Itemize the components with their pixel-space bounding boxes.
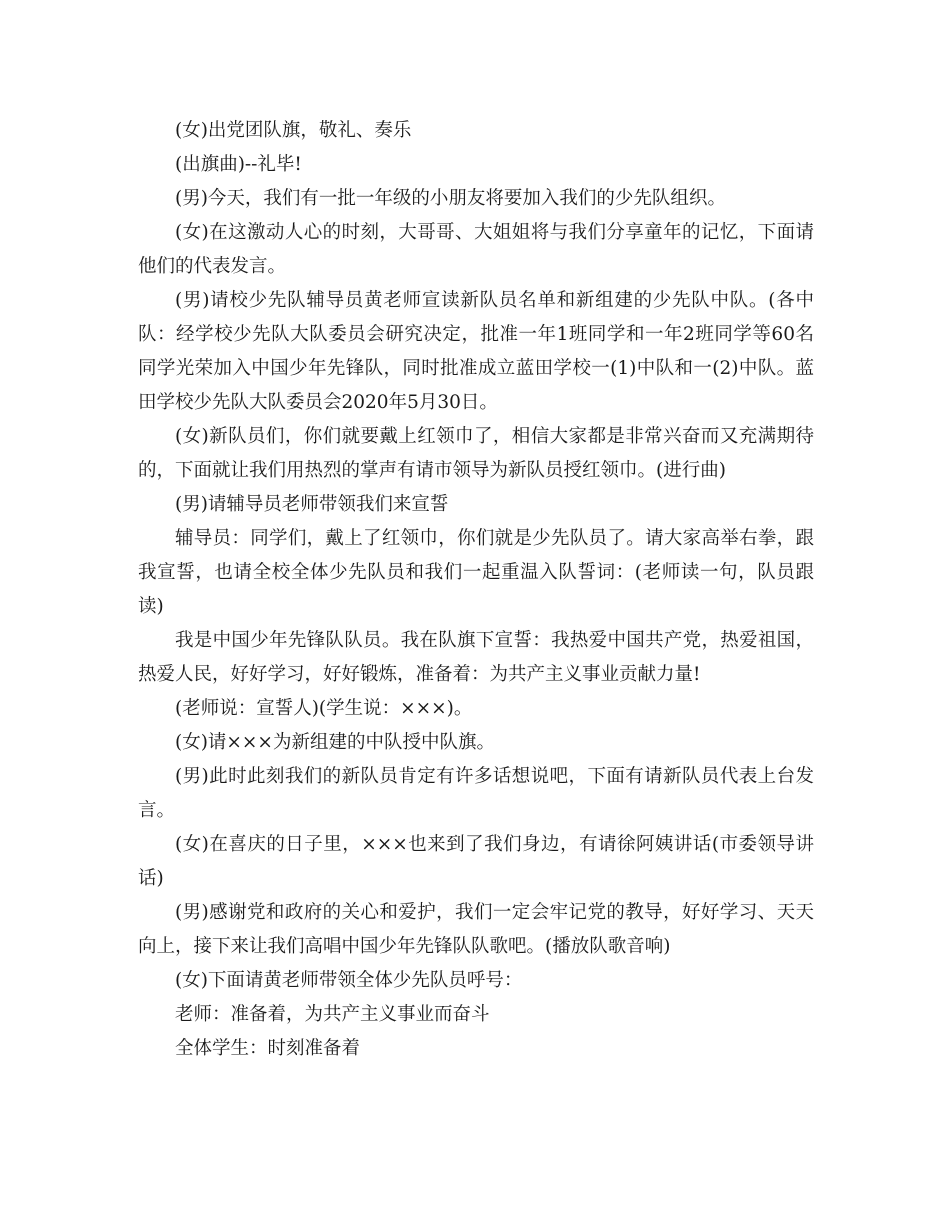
paragraph: (男)请校少先队辅导员黄老师宣读新队员名单和新组建的少先队中队。(各中队：经学校少先队大队委员会研究决定，批准一年1班同学和一年2班同学等60名同学光荣加入中国少年先锋队，同时批准成立蓝田学校一(1)中队和一(2)中队。蓝田学校少先队大队委员会2020年5月30日。 (138, 290, 814, 413)
paragraph: (男)此时此刻我们的新队员肯定有许多话想说吧，下面有请新队员代表上台发言。 (138, 766, 814, 821)
paragraph: (女)下面请黄老师带领全体少先队员呼号： (175, 970, 523, 991)
paragraph: (男)感谢党和政府的关心和爱护，我们一定会牢记党的教导，好好学习、天天向上，接下来让我们高唱中国少年先锋队队歌吧。(播放队歌音响) (138, 902, 814, 957)
paragraph: (女)新队员们，你们就要戴上红领巾了，相信大家都是非常兴奋而又充满期待的，下面就让我们用热烈的掌声有请市领导为新队员授红领巾。(进行曲) (138, 426, 814, 481)
paragraph: (女)在喜庆的日子里，×××也来到了我们身边，有请徐阿姨讲话(市委领导讲话) (138, 834, 814, 889)
paragraph: (老师说：宣誓人)(学生说：×××)。 (175, 698, 473, 719)
paragraph: 全体学生：时刻准备着 (175, 1038, 361, 1059)
paragraph: (男)请辅导员老师带领我们来宣誓 (175, 494, 449, 515)
paragraph: 老师：准备着，为共产主义事业而奋斗 (175, 1004, 490, 1025)
paragraph: (女)请×××为新组建的中队授中队旗。 (175, 732, 495, 753)
paragraph: (男)今天，我们有一批一年级的小朋友将要加入我们的少先队组织。 (175, 188, 726, 209)
paragraph: (出旗曲)--礼毕! (175, 154, 302, 175)
paragraph: 我是中国少年先锋队队员。我在队旗下宣誓：我热爱中国共产党，热爱祖国，热爱人民，好好学习，好好锻炼，准备着：为共产主义事业贡献力量! (138, 630, 814, 685)
paragraph: (女)在这激动人心的时刻，大哥哥、大姐姐将与我们分享童年的记忆，下面请他们的代表发言。 (138, 222, 814, 277)
document-body (138, 114, 814, 1066)
paragraph: 辅导员：同学们，戴上了红领巾，你们就是少先队员了。请大家高举右拳，跟我宣誓，也请全校全体少先队员和我们一起重温入队誓词：(老师读一句，队员跟读) (138, 528, 814, 617)
paragraph: (女)出党团队旗，敬礼、奏乐 (175, 120, 412, 141)
